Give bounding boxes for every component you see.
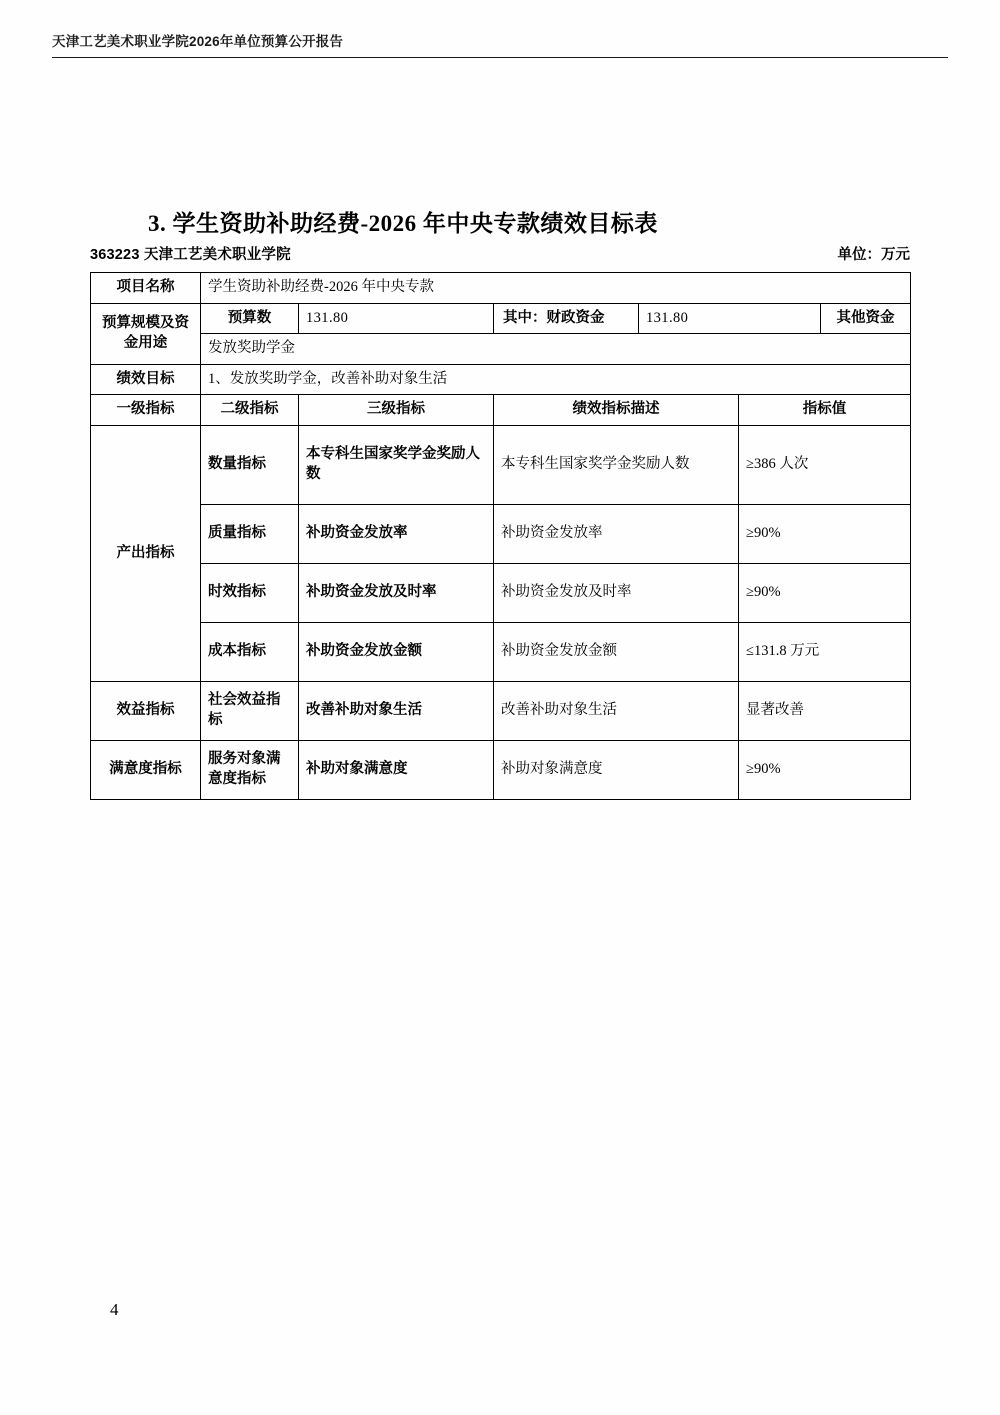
project-name-label: 项目名称: [91, 273, 201, 304]
indicator-desc: 本专科生国家奖学金奖励人数: [494, 425, 739, 504]
indicator-value: ≤131.8 万元: [739, 622, 911, 681]
column-header-tier2: 二级指标: [201, 395, 299, 426]
indicator-value: ≥386 人次: [739, 425, 911, 504]
table-row: [91, 622, 911, 681]
indicator-desc: 补助资金发放金额: [494, 622, 739, 681]
table-header-row: [91, 395, 911, 426]
column-header-tier3: 三级指标: [299, 395, 494, 426]
indicator-value: 显著改善: [739, 681, 911, 740]
currency-unit: 单位：万元: [837, 247, 910, 263]
indicator-value: ≥90%: [739, 563, 911, 622]
table-row: [91, 504, 911, 563]
tier2-label: 时效指标: [201, 563, 299, 622]
budget-number-value: 131.80: [299, 303, 494, 334]
table-row: [91, 740, 911, 799]
other-fund-label: 其他资金: [821, 303, 911, 334]
tier1-satisfaction: 满意度指标: [91, 740, 201, 799]
page-title: 3. 学生资助补助经费-2026 年中央专款绩效目标表: [148, 211, 658, 236]
project-name-value: 学生资助补助经费-2026 年中央专款: [201, 273, 911, 304]
tier2-label: 数量指标: [201, 425, 299, 504]
fiscal-fund-value: 131.80: [639, 303, 821, 334]
indicator-desc: 补助资金发放率: [494, 504, 739, 563]
tier2-label: 成本指标: [201, 622, 299, 681]
tier2-label: 质量指标: [201, 504, 299, 563]
indicator-desc: 改善补助对象生活: [494, 681, 739, 740]
table-row: [91, 681, 911, 740]
table-row: [91, 364, 911, 395]
tier1-output: 产出指标: [91, 425, 201, 681]
tier3-label: 本专科生国家奖学金奖励人数: [299, 425, 494, 504]
column-header-value: 指标值: [739, 395, 911, 426]
tier2-label: 服务对象满意度指标: [201, 740, 299, 799]
budget-number-label: 预算数: [201, 303, 299, 334]
table-row: [91, 273, 911, 304]
budget-scale-label: 预算规模及资金用途: [91, 303, 201, 364]
indicator-value: ≥90%: [739, 740, 911, 799]
performance-goal-value: 1、发放奖助学金，改善补助对象生活: [201, 364, 911, 395]
fiscal-fund-label: 其中：财政资金: [494, 303, 639, 334]
unit-code-name: 363223 天津工艺美术职业学院: [90, 247, 291, 263]
running-header: 天津工艺美术职业学院2026年单位预算公开报告: [52, 30, 948, 58]
fund-usage-value: 发放奖助学金: [201, 334, 911, 365]
column-header-desc: 绩效指标描述: [494, 395, 739, 426]
column-header-tier1: 一级指标: [91, 395, 201, 426]
page-number: 4: [110, 1300, 119, 1319]
tier3-label: 补助资金发放及时率: [299, 563, 494, 622]
tier2-label: 社会效益指标: [201, 681, 299, 740]
tier1-benefit: 效益指标: [91, 681, 201, 740]
table-row: [91, 303, 911, 334]
indicator-value: ≥90%: [739, 504, 911, 563]
performance-target-table: [90, 272, 911, 800]
tier3-label: 补助资金发放金额: [299, 622, 494, 681]
subtitle-row: [90, 243, 910, 264]
tier3-label: 改善补助对象生活: [299, 681, 494, 740]
table-row: [91, 563, 911, 622]
indicator-desc: 补助资金发放及时率: [494, 563, 739, 622]
table-row: [91, 425, 911, 504]
indicator-desc: 补助对象满意度: [494, 740, 739, 799]
tier3-label: 补助资金发放率: [299, 504, 494, 563]
performance-goal-label: 绩效目标: [91, 364, 201, 395]
tier3-label: 补助对象满意度: [299, 740, 494, 799]
table-row: [91, 334, 911, 365]
